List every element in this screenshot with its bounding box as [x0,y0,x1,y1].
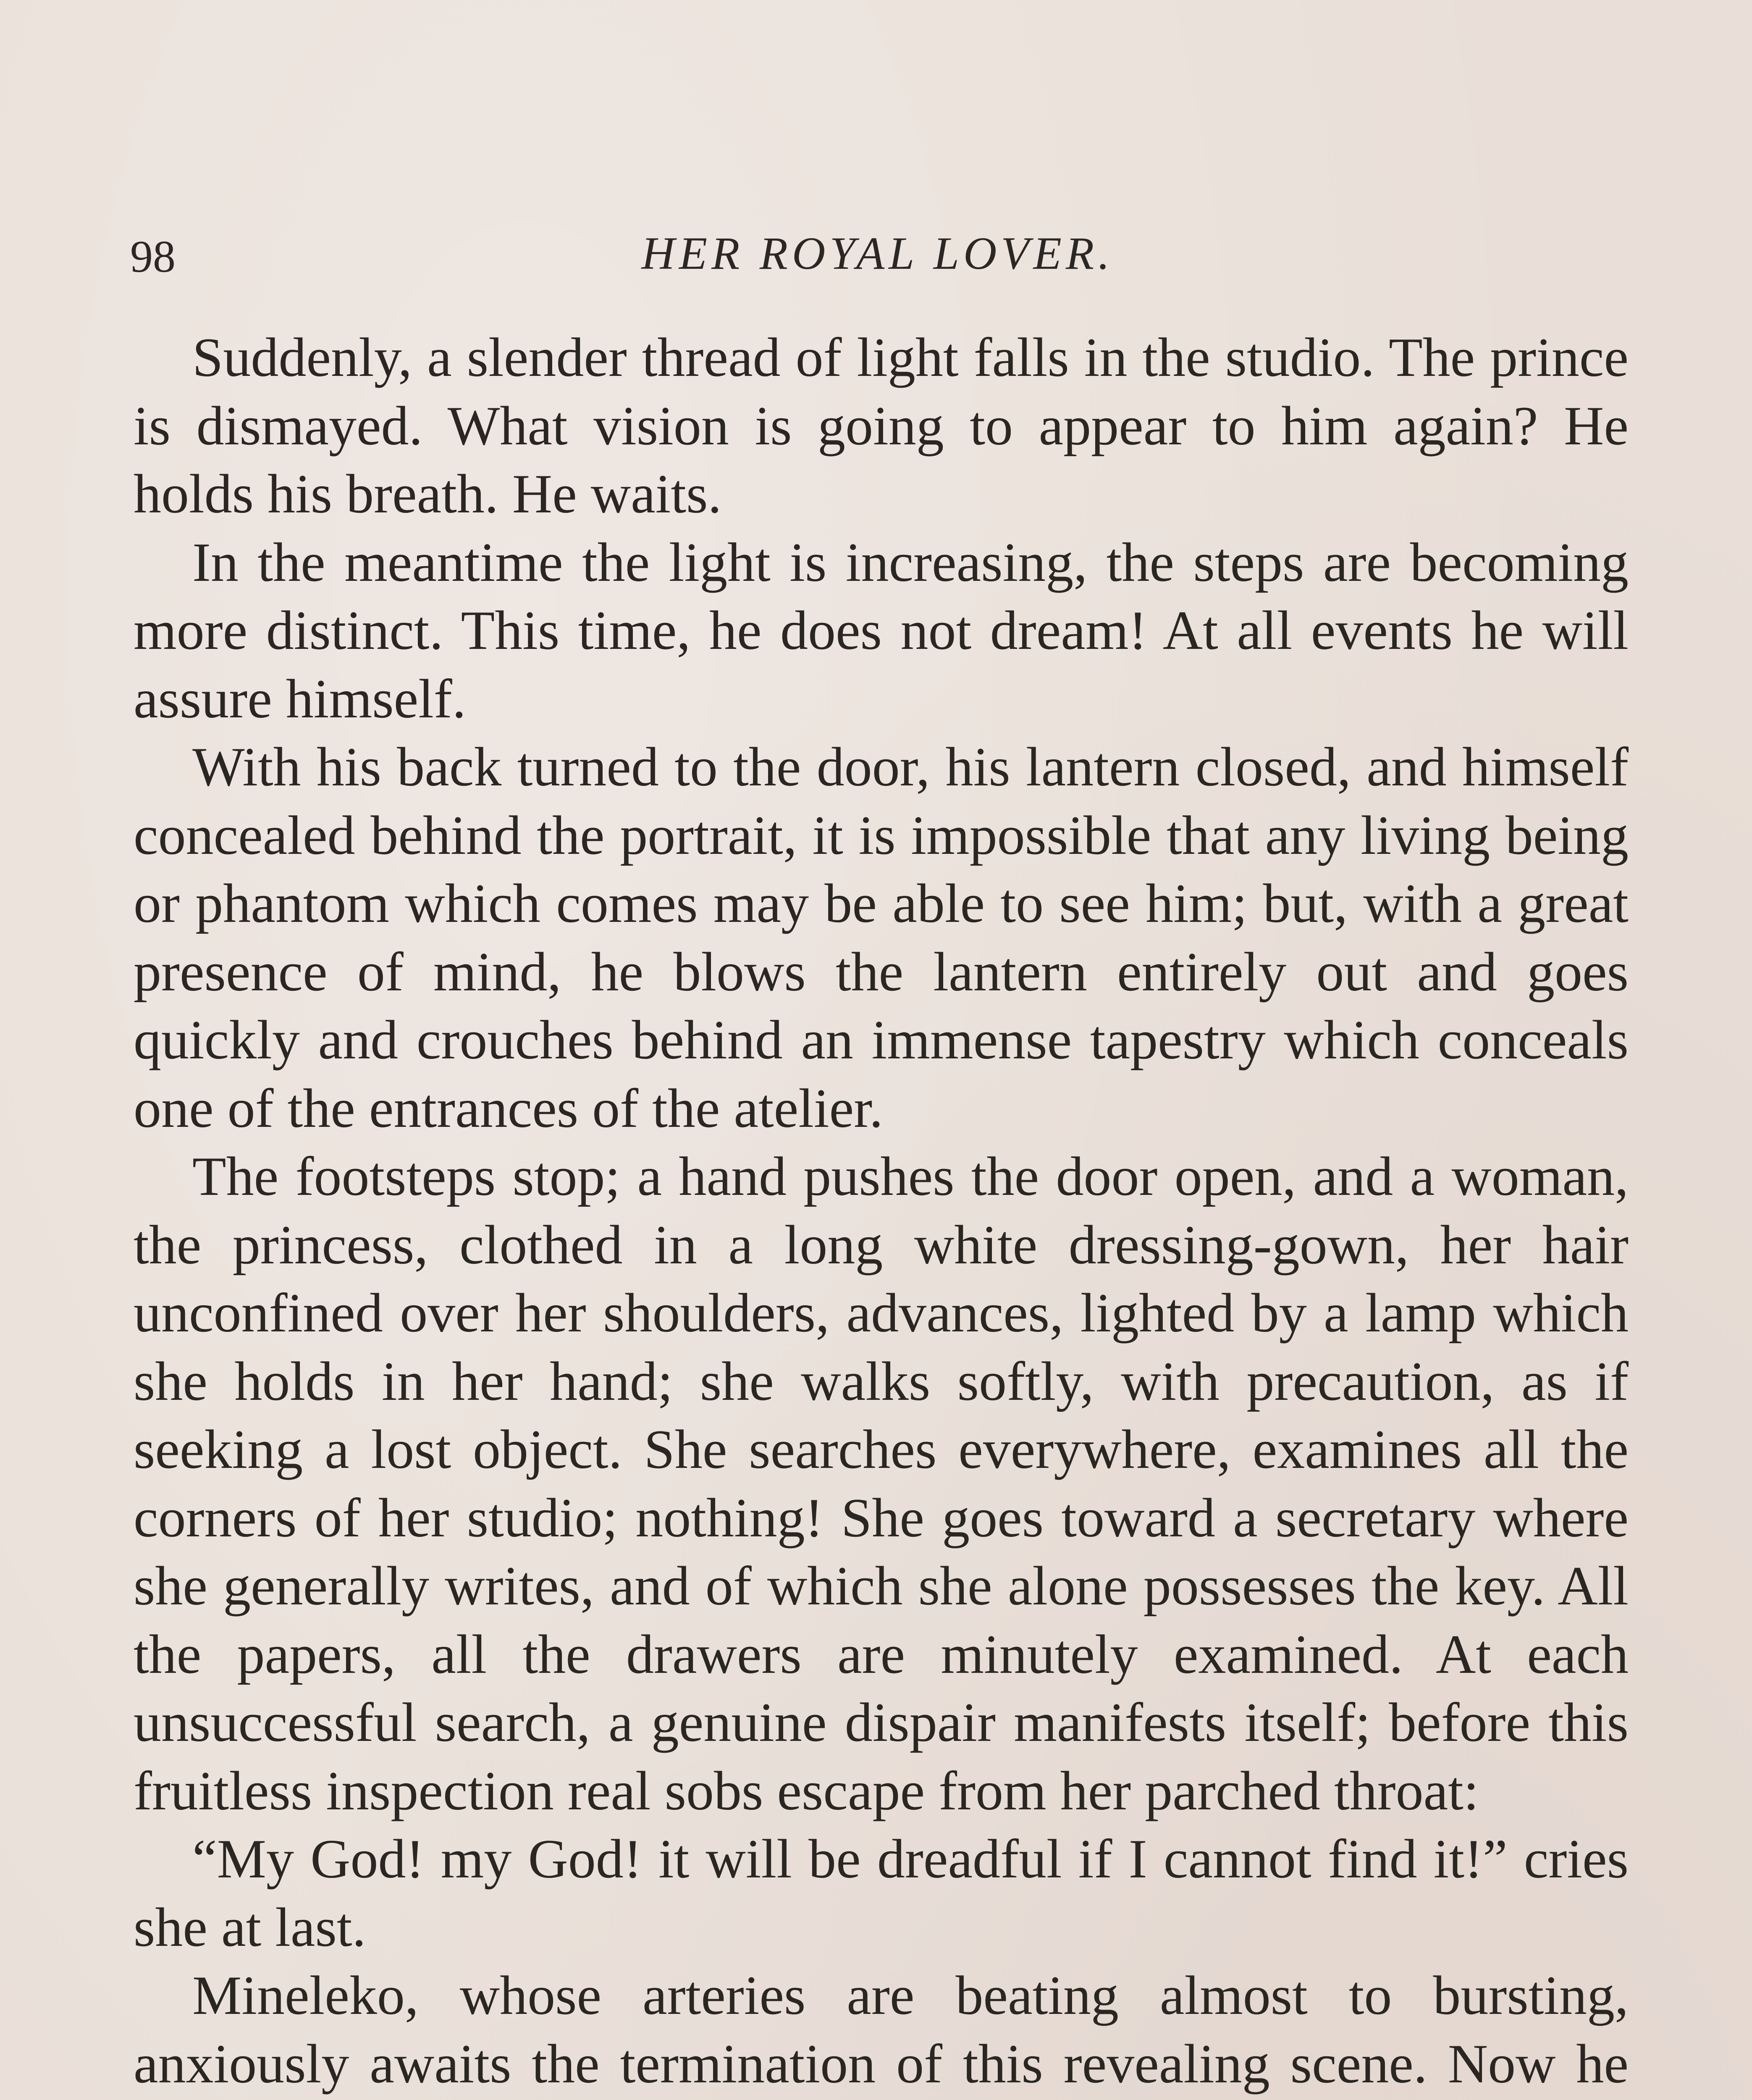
paragraph: With his back turned to the door, his lantern closed, and himself concealed behind the portrait, it is impossible that any living being or phantom which comes may be able to see him; but, with a great presence of mind, he blows the lantern entirely out and goes quickly and crouches behind an immense tapestry which conceals one of the entrances of the atelier. [134,736,1629,1139]
paragraph: Suddenly, a slender thread of light falls in the studio. The prince is dismayed. What vision is going to appear to him again? He holds his breath. He waits. [134,326,1629,525]
paragraph: “My God! my God! it will be dreadful if I cannot find it!” cries she at last. [134,1828,1629,1958]
running-head [130,218,1625,294]
body-text [134,323,1629,2100]
paragraph: Mineleko, whose arteries are beating almost to bursting, anxiously awaits the termination of this revealing scene. Now he [134,1964,1629,2095]
running-title: HER ROYAL LOVER. [641,228,1114,279]
paragraph: In the meantime the light is increasing, the steps are becoming more distinct. This time, he does not dream! At all events he will assure himself. [134,531,1629,730]
paragraph: The footsteps stop; a hand pushes the door open, and a woman, the princess, clothed in a long white dressing-gown, her hair unconfined over her shoulders, advances, lighted by a lamp which she holds in her hand; she walks softly, with precaution, as if seeking a lost object. She searches everywhere, examines all the corners of her studio; nothing! She goes toward a secretary where she generally writes, and of which she alone possesses the key. All the papers, all the drawers are minutely examined. At each unsuccessful search, a genuine dispair manifests itself; before this fruitless inspection real sobs escape from her parched throat: [134,1145,1629,1822]
page-number: 98 [130,232,176,282]
